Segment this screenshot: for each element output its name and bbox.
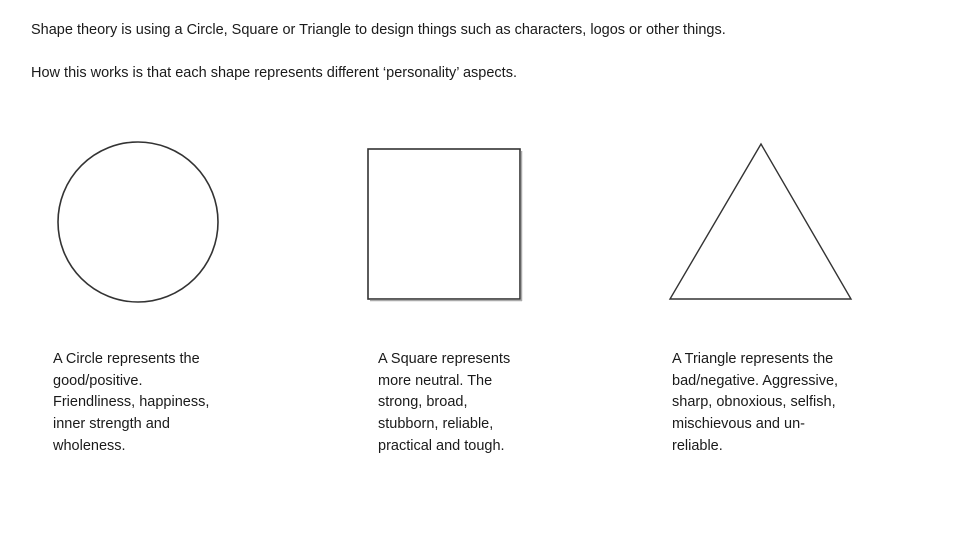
triangle-caption-line: bad/negative. Aggressive, xyxy=(672,372,839,389)
triangle-caption-line: A Triangle represents the xyxy=(672,351,834,367)
triangle-caption xyxy=(672,349,838,458)
triangle-caption-line: mischievous and un- xyxy=(672,416,805,433)
square-caption-line: practical and tough. xyxy=(378,437,505,454)
circle-caption-line: good/positive. xyxy=(53,372,143,389)
square-caption-line: A Square represents xyxy=(378,351,511,367)
square-caption-line: stubborn, reliable, xyxy=(378,416,494,433)
intro-text-line-2: How this works is that each shape represents different ‘personality’ aspects. xyxy=(31,65,517,81)
circle-caption-line: A Circle represents the xyxy=(53,351,200,367)
square-caption xyxy=(378,349,510,458)
triangle-caption-line: reliable. xyxy=(672,437,723,454)
square-caption-line: more neutral. The xyxy=(378,372,493,389)
intro-text-line-1: Shape theory is using a Circle, Square or Triangle to design things such as characters, logos or other things. xyxy=(31,22,726,38)
circle-caption xyxy=(53,349,209,458)
circle-caption-line: wholeness. xyxy=(53,437,126,454)
circle-icon xyxy=(55,140,225,310)
square-icon xyxy=(362,143,528,307)
square-caption-line: strong, broad, xyxy=(378,394,468,411)
circle-caption-line: Friendliness, happiness, xyxy=(53,394,210,411)
triangle-caption-line: sharp, obnoxious, selfish, xyxy=(672,394,836,411)
triangle-icon xyxy=(664,138,858,306)
circle-caption-line: inner strength and xyxy=(53,416,170,433)
